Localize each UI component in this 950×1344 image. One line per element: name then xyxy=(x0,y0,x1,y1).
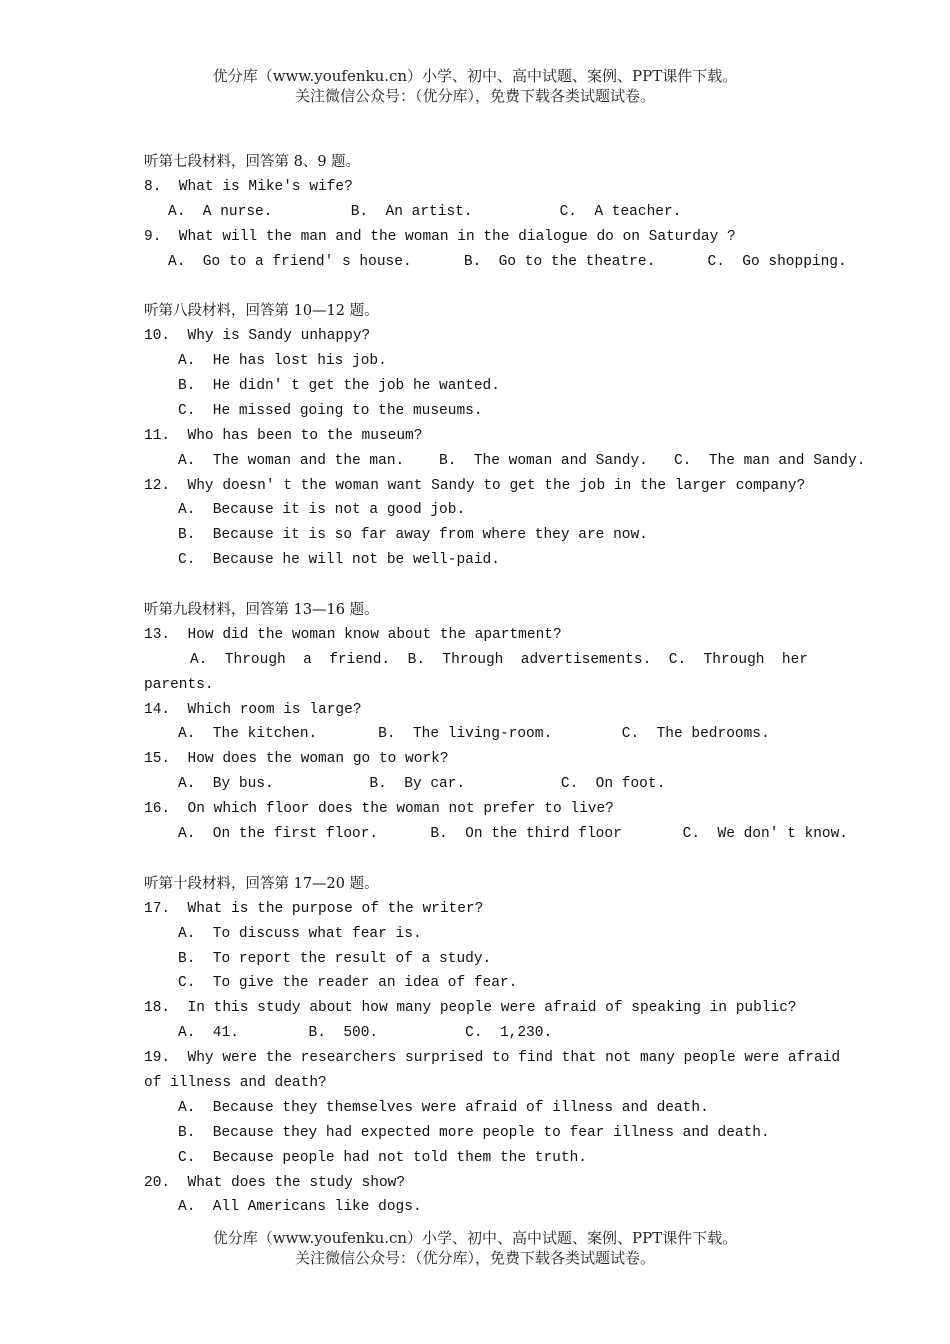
question-12-option-a: A. Because it is not a good job. xyxy=(178,502,466,519)
question-18: 18. In this study about how many people were afraid of speaking in public? xyxy=(144,1000,797,1017)
question-10-option-b: B. He didn' t get the job he wanted. xyxy=(178,378,500,395)
question-10-option-c: C. He missed going to the museums. xyxy=(178,402,483,419)
question-17-option-c: C. To give the reader an idea of fear. xyxy=(178,975,518,992)
question-17: 17. What is the purpose of the writer? xyxy=(144,900,484,917)
question-12-option-c: C. Because he will not be well-paid. xyxy=(178,552,500,569)
question-18-options: A. 41. B. 500. C. 1,230. xyxy=(178,1025,553,1042)
section-7-title: 听第七段材料，回答第 8、9 题。 xyxy=(144,154,361,170)
question-13-option-b: B. Through advertisements. xyxy=(407,651,652,668)
question-19-option-a: A. Because they themselves were afraid of illness and death. xyxy=(178,1099,709,1116)
question-20-option-a: A. All Americans like dogs. xyxy=(178,1199,422,1216)
page-header xyxy=(0,66,950,106)
question-15: 15. How does the woman go to work? xyxy=(144,751,449,768)
question-13-option-wrap: parents. xyxy=(144,676,214,693)
question-8: 8. What is Mike's wife? xyxy=(144,178,353,195)
question-15-options: A. By bus. B. By car. C. On foot. xyxy=(178,776,666,793)
question-19: 19. Why were the researchers surprised to find that not many people were afraid xyxy=(144,1050,841,1067)
question-16-options: A. On the first floor. B. On the third floor C. We don' t know. xyxy=(178,826,849,843)
footer-line-2: 关注微信公众号：（优分库），免费下载各类试题试卷。 xyxy=(294,1249,655,1267)
question-19-option-c: C. Because people had not told them the truth. xyxy=(178,1149,587,1166)
question-12: 12. Why doesn' t the woman want Sandy to get the job in the larger company? xyxy=(144,477,806,494)
question-19-wrap: of illness and death? xyxy=(144,1074,327,1091)
question-14-options: A. The kitchen. B. The living-room. C. The bedrooms. xyxy=(178,726,770,743)
question-11: 11. Who has been to the museum? xyxy=(144,427,423,444)
question-10: 10. Why is Sandy unhappy? xyxy=(144,328,371,345)
section-10-title: 听第十段材料，回答第 17—20 题。 xyxy=(144,875,379,892)
question-20: 20. What does the study show? xyxy=(144,1174,406,1191)
question-13-option-c: C. Through her xyxy=(668,651,808,668)
question-9-options: A. Go to a friend' s house. B. Go to the theatre. C. Go shopping. xyxy=(168,253,847,270)
question-14: 14. Which room is large? xyxy=(144,701,362,718)
question-17-option-b: B. To report the result of a study. xyxy=(178,950,492,967)
section-9-title: 听第九段材料，回答第 13—16 题。 xyxy=(144,602,379,619)
header-line-1: 优分库（www.youfenku.cn）小学、初中、高中试题、案例、PPT课件下载。 xyxy=(212,67,738,85)
spacer xyxy=(144,847,808,872)
question-17-option-a: A. To discuss what fear is. xyxy=(178,925,422,942)
question-11-options: A. The woman and the man. B. The woman and Sandy. C. The man and Sandy. xyxy=(178,452,866,469)
question-10-option-a: A. He has lost his job. xyxy=(178,353,387,370)
question-13-options xyxy=(144,648,808,673)
header-line-2: 关注微信公众号：（优分库），免费下载各类试题试卷。 xyxy=(294,87,655,105)
question-12-option-b: B. Because it is so far away from where they are now. xyxy=(178,527,648,544)
footer-line-1: 优分库（www.youfenku.cn）小学、初中、高中试题、案例、PPT课件下载。 xyxy=(212,1229,738,1247)
question-8-options: A. A nurse. B. An artist. C. A teacher. xyxy=(168,203,682,220)
spacer xyxy=(144,573,808,598)
exam-content xyxy=(144,150,866,1220)
question-9: 9. What will the man and the woman in the dialogue do on Saturday ? xyxy=(144,228,736,245)
section-8-title: 听第八段材料，回答第 10—12 题。 xyxy=(144,303,379,320)
page-footer xyxy=(0,1228,950,1268)
question-13-option-a: A. Through a friend. xyxy=(190,651,391,668)
question-16: 16. On which floor does the woman not prefer to live? xyxy=(144,801,614,818)
question-19-option-b: B. Because they had expected more people to fear illness and death. xyxy=(178,1124,770,1141)
spacer xyxy=(144,274,808,299)
question-13: 13. How did the woman know about the apartment? xyxy=(144,626,562,643)
